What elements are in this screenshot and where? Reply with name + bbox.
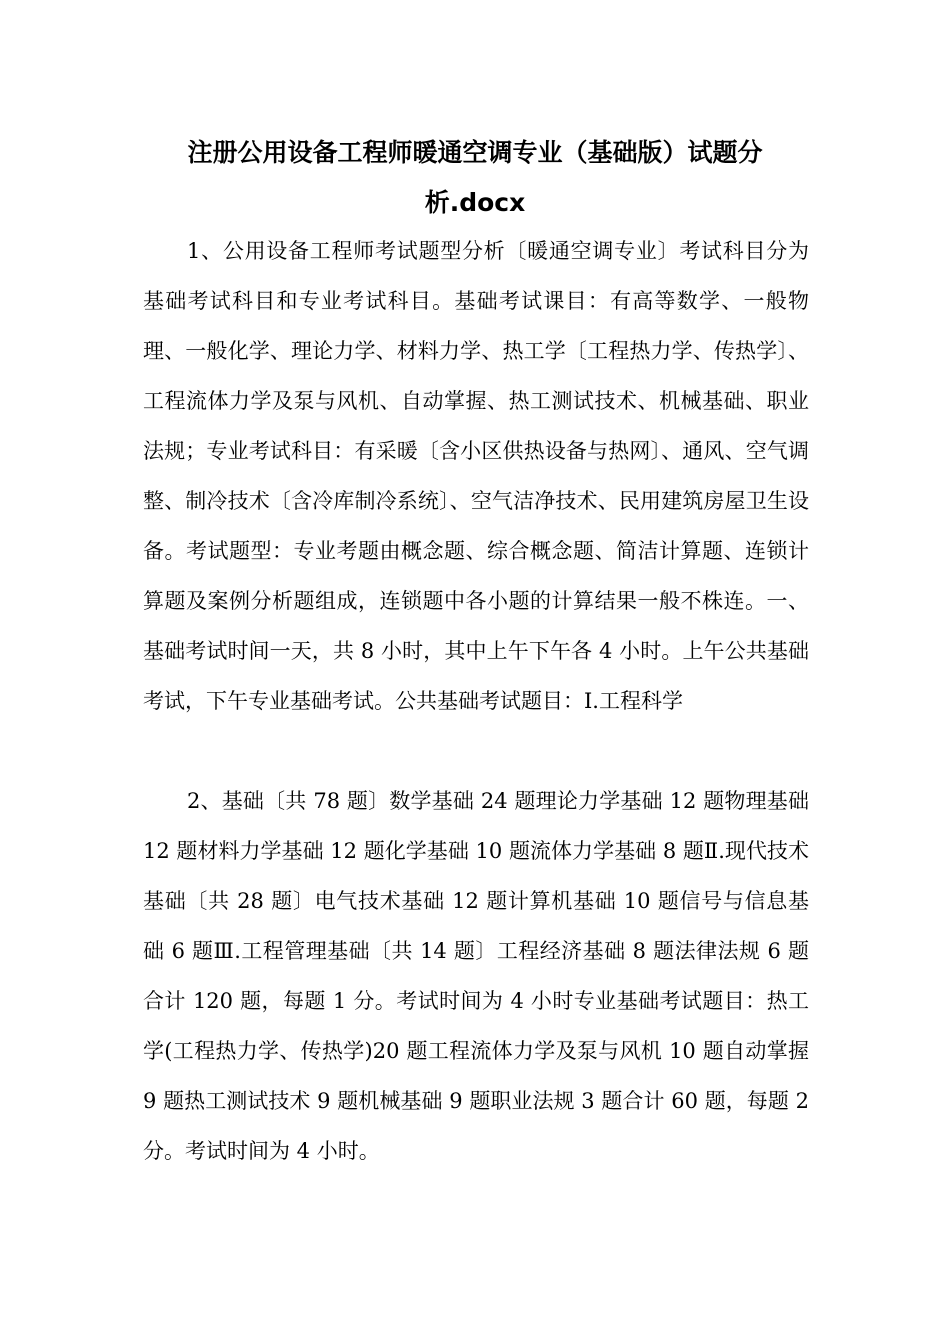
paragraph-2: 2、基础〔共 78 题〕数学基础 24 题理论力学基础 12 题物理基础 12 题材料力学基础 12 题化学基础 10 题流体力学基础 8 题Ⅱ.现代技术基础〔共 28 题〕电气技术基础 12 题计算机基础 10 题信号与信息基础 6 题Ⅲ.工程管理基础〔共 14 题〕工程经济基础 8 题法律法规 6 题合计 120 题，每题 1 分。考试时间为 4 小时专业基础考试题目：热工学(工程热力学、传热学)20 题工程流体力学及泵与风机 10 题自动掌握 9 题热工测试技术 9 题机械基础 9 题职业法规 3 题合计 60 题，每题 2 分。考试时间为 4 小时。 [143, 789, 809, 1163]
document-title-line-2: 析.docx [424, 188, 526, 217]
paragraph-1: 1、公用设备工程师考试题型分析〔暖通空调专业〕考试科目分为基础考试科目和专业考试科目。基础考试课目：有高等数学、一般物理、一般化学、理论力学、材料力学、热工学〔工程热力学、传热学〕、工程流体力学及泵与风机、自动掌握、热工测试技术、机械基础、职业法规；专业考试科目：有采暖〔含小区供热设备与热网〕、通风、空气调整、制冷技术〔含冷库制冷系统〕、空气洁净技术、民用建筑房屋卫生设备。考试题型：专业考题由概念题、综合概念题、简洁计算题、连锁计算题及案例分析题组成，连锁题中各小题的计算结果一般不株连。一、基础考试时间一天，共 8 小时，其中上午下午各 4 小时。上午公共基础考试，下午专业基础考试。公共基础考试题目：Ⅰ.工程科学 [143, 239, 809, 713]
document-title-line-1: 注册公用设备工程师暖通空调专业（基础版）试题分 [187, 138, 763, 167]
